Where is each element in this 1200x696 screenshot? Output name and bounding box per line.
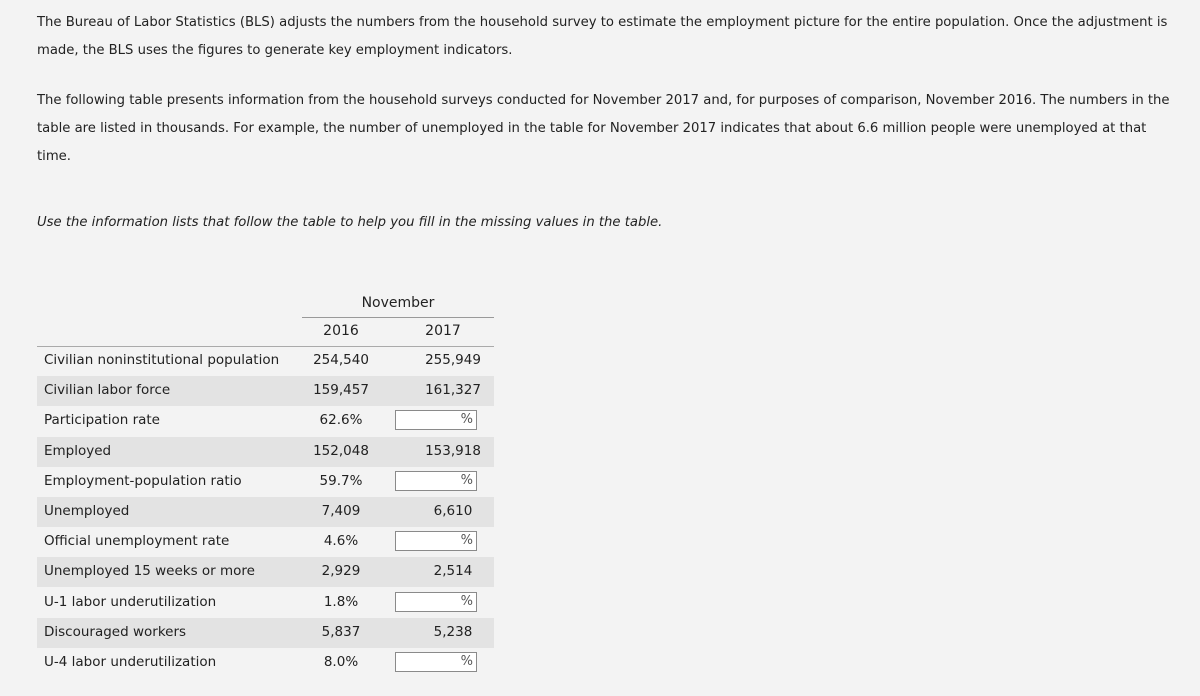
- header-divider: [302, 317, 494, 318]
- row-label: Official unemployment rate: [44, 533, 230, 550]
- row-label: Civilian noninstitutional population: [44, 352, 280, 368]
- row-label: Unemployed 15 weeks or more: [44, 563, 255, 580]
- value-2016: 59.7%: [319, 472, 363, 489]
- value-2016: 254,540: [313, 352, 369, 368]
- month-header: November: [361, 295, 435, 311]
- table-row: [37, 618, 494, 648]
- row-label: Unemployed: [44, 503, 130, 519]
- value-2016: 2,929: [321, 563, 361, 580]
- table-row: [37, 588, 494, 618]
- value-2017: 5,238: [433, 623, 473, 640]
- row-label: U-4 labor underutilization: [44, 654, 217, 670]
- intro-paragraph-1: The Bureau of Labor Statistics (BLS) adjusts the numbers from the household survey to estimate the employment picture for the entire population. Once the adjustment is made, the BLS uses the figures to generate key employment indicators.: [37, 15, 1168, 58]
- table-row: [37, 648, 494, 678]
- row-label: Discouraged workers: [44, 623, 187, 640]
- year-2017-header: 2017: [425, 323, 461, 339]
- table-row: [37, 346, 494, 376]
- table-row: [37, 376, 494, 406]
- value-2016: 1.8%: [323, 593, 359, 610]
- row-label: Participation rate: [44, 412, 160, 429]
- table-row: [37, 406, 494, 436]
- year-2016-header: 2016: [323, 323, 359, 339]
- value-2016: 5,837: [321, 623, 361, 640]
- percent-sign: %: [460, 412, 473, 428]
- row-label: Employment-population ratio: [44, 472, 242, 489]
- value-2017-input[interactable]: [395, 410, 477, 430]
- table-row: [37, 467, 494, 497]
- value-2017-input[interactable]: [395, 471, 477, 491]
- percent-sign: %: [460, 472, 473, 488]
- row-label: Employed: [44, 442, 112, 459]
- value-2017-input[interactable]: [395, 592, 477, 612]
- value-2017: 2,514: [433, 563, 473, 580]
- value-2016: 7,409: [321, 503, 361, 519]
- value-2016: 152,048: [313, 442, 369, 459]
- percent-sign: %: [460, 533, 473, 549]
- value-2017-input[interactable]: [395, 531, 477, 551]
- table-row: [37, 437, 494, 467]
- intro-paragraph-2: The following table presents information from the household surveys conducted for November 2017 and, for purposes of comparison, November 2016. The numbers in the table are listed in thousands. For example, the number of unemployed in the table for November 2017 indicates that about 6.6 million people were unemployed at that time.: [37, 93, 1170, 164]
- table-row: [37, 557, 494, 587]
- row-label: Civilian labor force: [44, 382, 171, 399]
- percent-sign: %: [460, 593, 473, 609]
- value-2017: 153,918: [425, 442, 481, 459]
- value-2017-input[interactable]: [395, 652, 477, 672]
- value-2016: 4.6%: [323, 533, 359, 550]
- value-2016: 8.0%: [323, 654, 359, 670]
- value-2017: 6,610: [433, 503, 473, 519]
- table-row: [37, 497, 494, 527]
- instruction-text: Use the information lists that follow the table to help you fill in the missing values in the table.: [37, 215, 663, 230]
- value-2016: 62.6%: [319, 412, 363, 429]
- value-2017: 255,949: [425, 352, 481, 368]
- row-label: U-1 labor underutilization: [44, 593, 217, 610]
- value-2016: 159,457: [313, 382, 369, 399]
- table-row: [37, 527, 494, 557]
- percent-sign: %: [460, 654, 473, 669]
- value-2017: 161,327: [425, 382, 481, 399]
